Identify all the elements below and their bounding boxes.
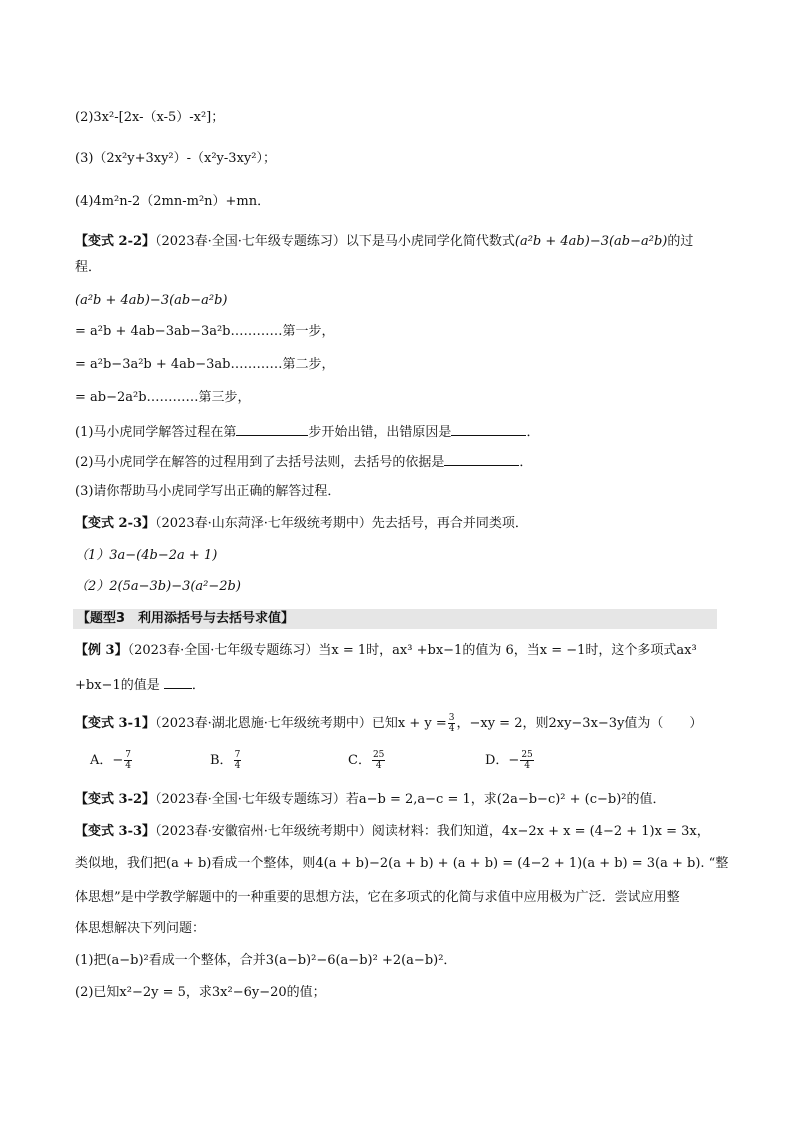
item-1: （1）3a−(4b−2a + 1) <box>75 548 218 563</box>
numerator: 25 <box>372 750 385 760</box>
section-header: 【题型3 利用添括号与去括号求值】 <box>73 609 717 629</box>
option-label: B． <box>210 753 233 768</box>
fraction <box>448 713 456 734</box>
work-line-1: = a²b + 4ab−3ab−3a²b…………第一步， <box>75 324 335 339</box>
variant-tag: 【变式 3-3】 <box>75 824 156 839</box>
intro-text-end: 的过 <box>667 234 694 249</box>
fraction <box>372 750 385 771</box>
example-tag: 【例 3】 <box>75 643 128 658</box>
variant-2-2-intro <box>75 233 693 251</box>
question-1-end: ． <box>526 425 540 440</box>
problem-3: (3)（2x²y+3xy²）-（x²y-3xy²）； <box>75 151 276 166</box>
question-1-text: (1)马小虎同学解答过程在第 <box>75 425 237 440</box>
fraction <box>234 750 242 771</box>
fraction <box>124 750 132 771</box>
variant-3-3-q1: (1)把(a−b)²看成一个整体，合并3(a−b)²−6(a−b)² +2(a−b)²． <box>75 953 457 968</box>
option-label: A．− <box>90 753 124 768</box>
option-a[interactable] <box>90 750 133 771</box>
answer-blank[interactable] <box>451 422 526 436</box>
problem-4: (4)4m²n-2（2mn-m²n）+mn． <box>75 194 271 209</box>
variant-2-3-intro <box>75 515 528 533</box>
variant-3-3-line-4: 体思想解决下列问题： <box>75 921 206 936</box>
denominator: 4 <box>448 724 455 734</box>
answer-blank[interactable] <box>444 452 519 466</box>
numerator: 25 <box>521 750 533 760</box>
question-3: (3)请你帮助马小虎同学写出正确的解答过程． <box>75 484 341 499</box>
question-2-end: ． <box>519 455 533 470</box>
question-1 <box>75 422 539 442</box>
work-line-3: = ab−2a²b…………第三步， <box>75 390 251 405</box>
work-line-0: (a²b + 4ab)−3(ab−a²b) <box>75 293 228 308</box>
answer-blank[interactable] <box>164 675 192 689</box>
variant-tag: 【变式 2-2】 <box>75 234 156 249</box>
denominator: 4 <box>375 761 382 771</box>
option-c[interactable] <box>348 750 386 771</box>
variant-3-3-line-1 <box>75 823 710 841</box>
example-3-line-1 <box>75 642 697 660</box>
variant-3-1-intro <box>75 713 702 734</box>
source: （2023春·全国·七年级专题练习） <box>155 234 346 249</box>
denominator: 4 <box>524 761 530 771</box>
question-1-text-mid: 步开始出错，出错原因是 <box>308 425 452 440</box>
expression: (a²b + 4ab)−3(ab−a²b) <box>514 234 668 249</box>
variant-text: （2023春·山东菏泽·七年级统考期中）先去括号，再合并同类项． <box>155 516 528 531</box>
option-b[interactable] <box>210 750 242 771</box>
fraction <box>520 750 533 771</box>
option-label: D．− <box>485 753 520 768</box>
numerator: 3 <box>448 713 455 723</box>
example-3-line-2 <box>75 675 205 695</box>
numerator: 7 <box>125 750 132 760</box>
work-line-2: = a²b−3a²b + 4ab−3ab…………第二步， <box>75 357 335 372</box>
variant-tag: 【变式 3-1】 <box>75 716 156 731</box>
variant-3-2 <box>75 791 666 809</box>
example-text-cont: +bx−1的值是 <box>75 678 160 693</box>
option-label: C． <box>348 753 371 768</box>
variant-text-cont: ，−xy = 2，则2xy−3x−3y值为（ ） <box>456 716 703 731</box>
intro-text: 以下是马小虎同学化简代数式 <box>345 234 515 249</box>
variant-text: （2023春·全国·七年级专题练习）若a−b = 2,a−c = 1，求(2a−b−c)² + (c−b)²的值． <box>155 792 666 807</box>
variant-tag: 【变式 3-2】 <box>75 792 156 807</box>
variant-2-2-intro-cont: 程． <box>75 260 102 275</box>
variant-text: （2023春·湖北恩施·七年级统考期中）已知x + y = <box>155 716 447 731</box>
example-end: ． <box>191 678 205 693</box>
denominator: 4 <box>234 761 241 771</box>
question-2 <box>75 452 532 472</box>
numerator: 7 <box>234 750 241 760</box>
variant-3-3-line-3: 体思想”是中学教学解题中的一种重要的思想方法，它在多项式的化简与求值中应用极为广泛．尝试应用整 <box>75 890 680 905</box>
variant-3-3-line-2: 类似地，我们把(a + b)看成一个整体，则4(a + b)−2(a + b) + (a + b) = (4−2 + 1)(a + b) = 3(a + b). “整 <box>75 856 729 871</box>
denominator: 4 <box>125 761 132 771</box>
question-2-text: (2)马小虎同学在解答的过程用到了去括号法则，去括号的依据是 <box>75 455 445 470</box>
problem-2: (2)3x²-[2x-（x-5）-x²]； <box>75 110 225 125</box>
variant-3-3-q2: (2)已知x²−2y = 5，求3x²−6y−20的值； <box>75 985 326 1000</box>
example-text: （2023春·全国·七年级专题练习）当x = 1时，ax³ +bx−1的值为 6，当x = −1时，这个多项式ax³ <box>127 643 697 658</box>
item-2: （2）2(5a−3b)−3(a²−2b) <box>75 579 241 594</box>
variant-text: （2023春·安徽宿州·七年级统考期中）阅读材料：我们知道，4x−2x + x = (4−2 + 1)x = 3x， <box>155 824 710 839</box>
variant-tag: 【变式 2-3】 <box>75 516 156 531</box>
option-d[interactable] <box>485 750 535 771</box>
answer-blank[interactable] <box>236 422 308 436</box>
